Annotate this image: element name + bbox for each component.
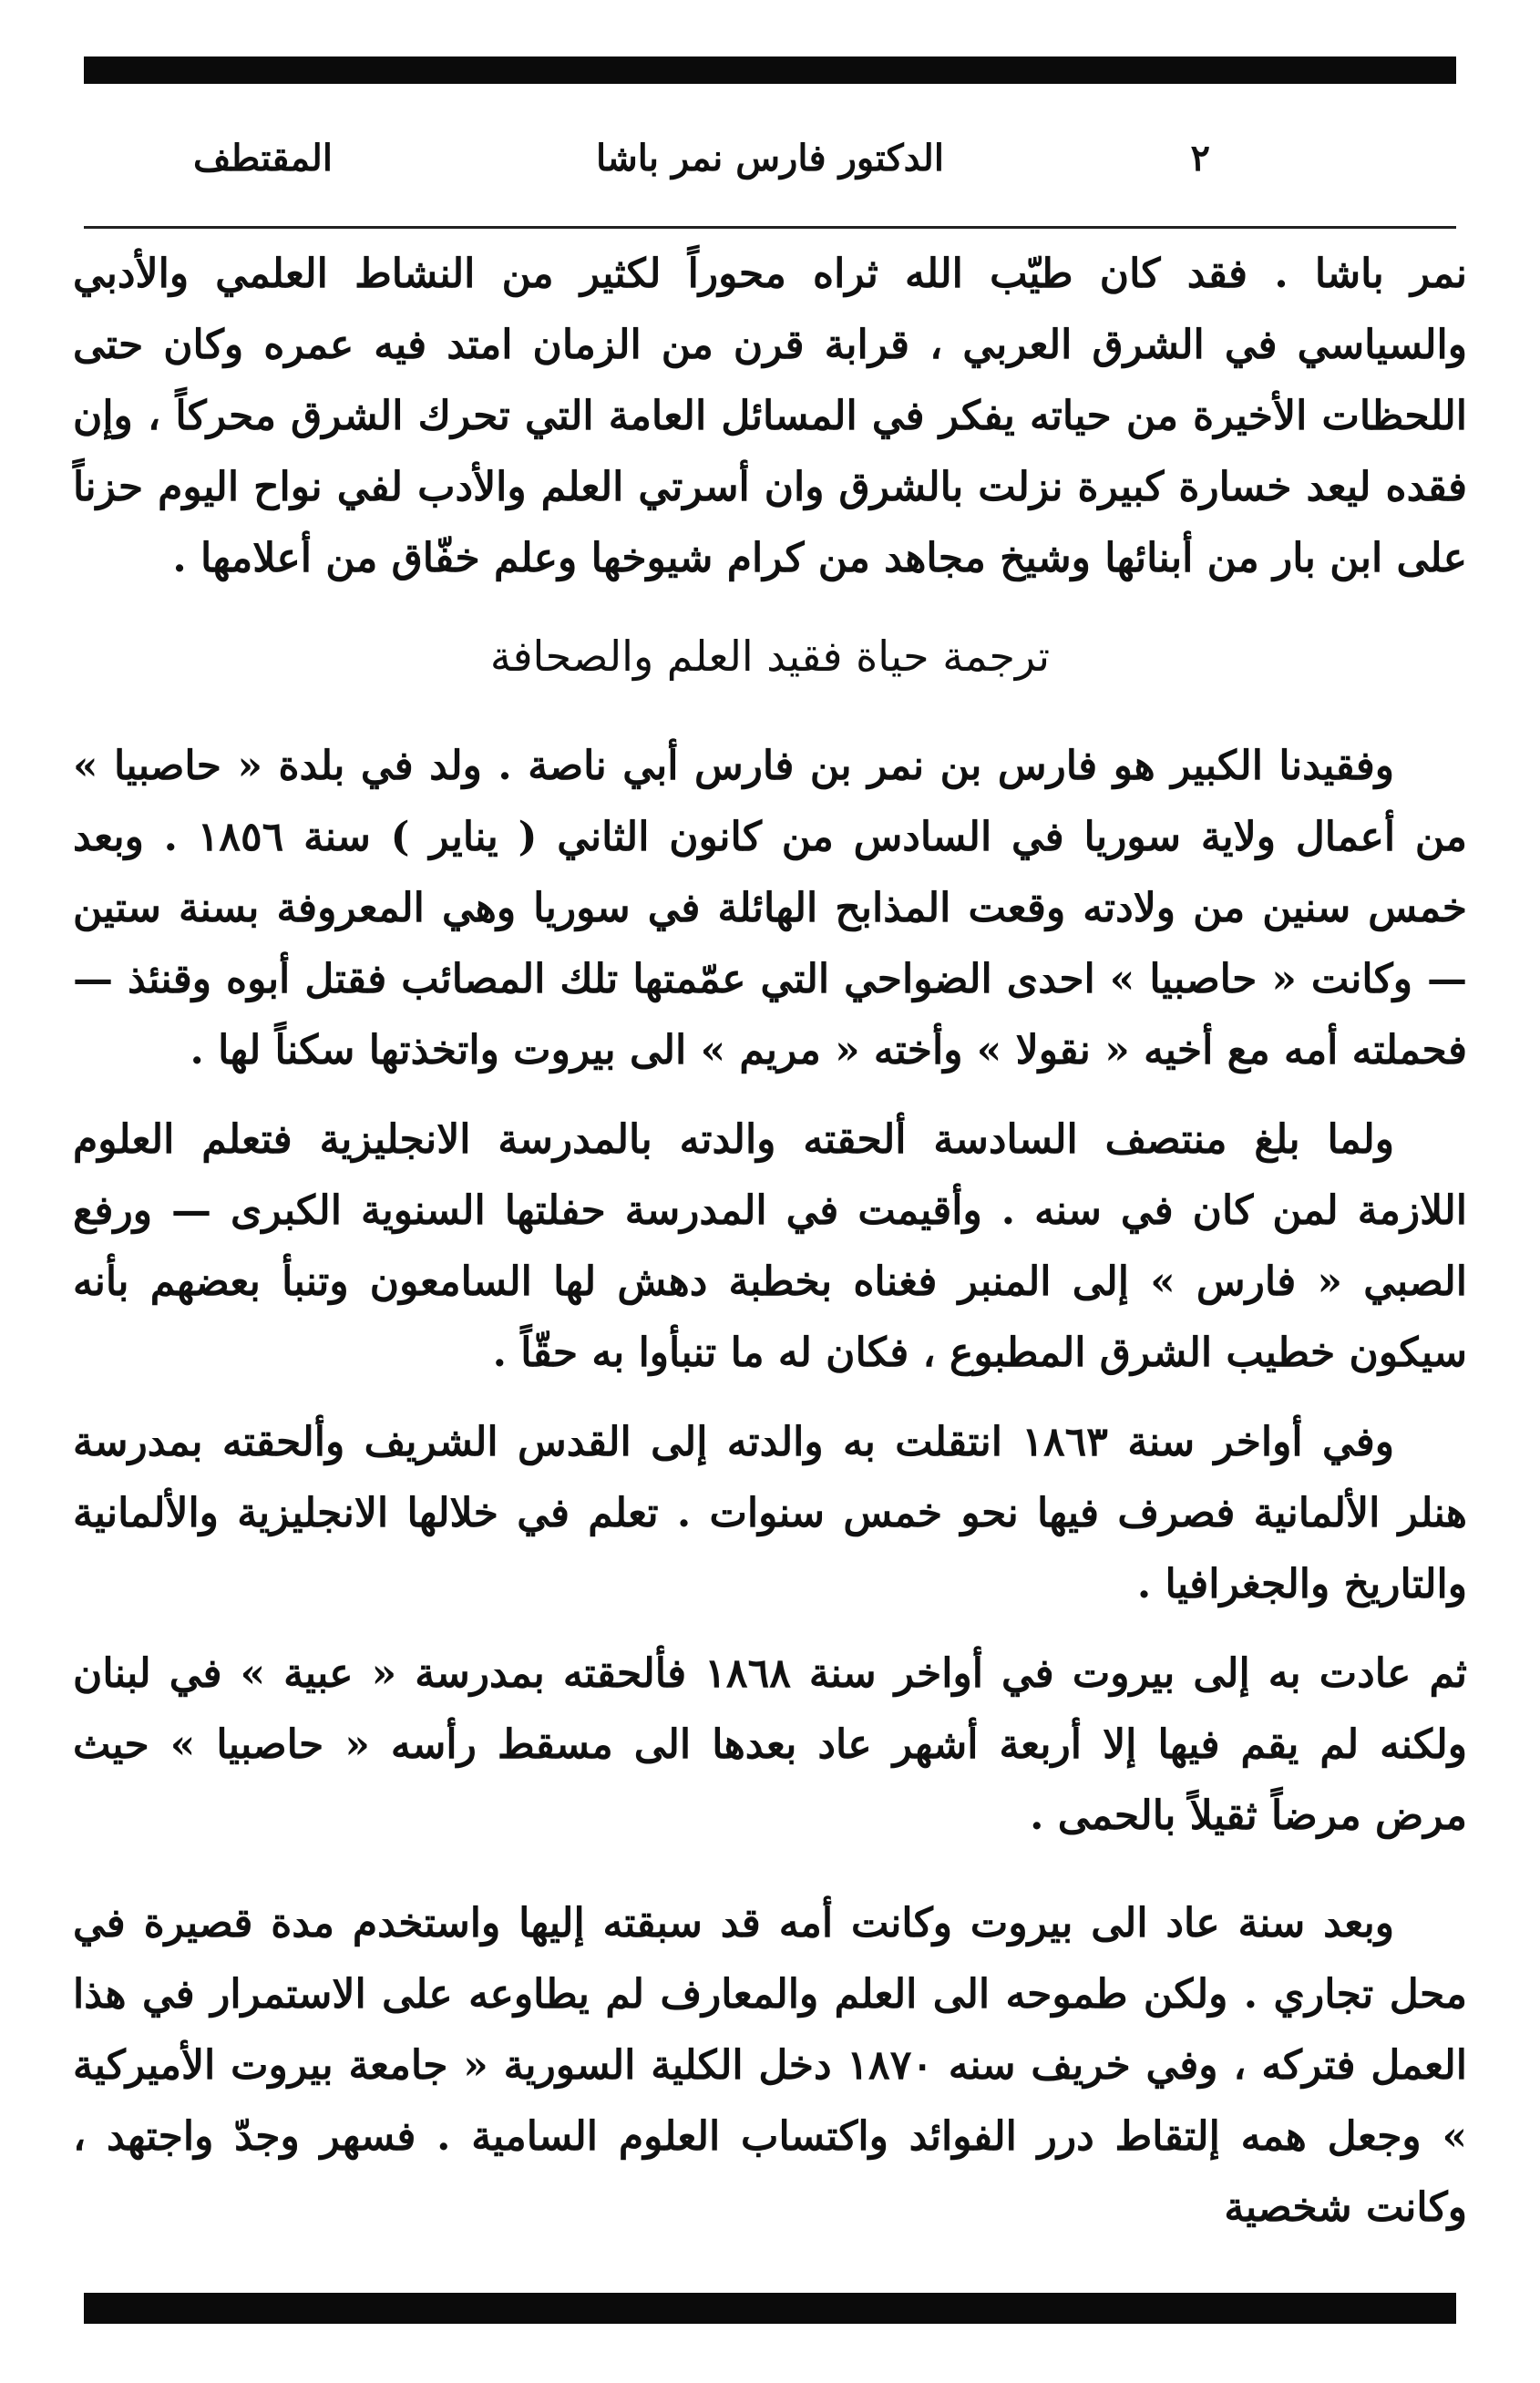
page-number: ٢ bbox=[1190, 137, 1210, 180]
page-header bbox=[84, 128, 1456, 200]
paragraph-college: وبعد سنة عاد الى بيروت وكانت أمه قد سبقته إليها واستخدم مدة قصيرة في محل تجاري . ولكن طموحه الى العلم والمعارف لم يطاوعه على الاستمرار في هذا العمل فتركه ، وفي خريف سنه ١٨٧٠ دخل الكلية السورية « جامعة بيروت الأميركية » وجعل همه إلتقاط درر الفوائد واكتساب العلوم السامية . فسهر وجدّ واجتهد ، وكانت شخصية bbox=[73, 1900, 1468, 2231]
running-title: الدكتور فارس نمر باشا bbox=[596, 137, 944, 180]
article-body bbox=[73, 239, 1467, 2244]
intro-paragraph: نمر باشا . فقد كان طيّب الله ثراه محوراً لكثير من النشاط العلمي والأدبي والسياسي في الشرق العربي ، قرابة قرن من الزمان امتد فيه عمره وكان حتى اللحظات الأخيرة من حياته يفكر في المسائل العامة التي تحرك الشرق محركاً ، وإن فقده ليعد خسارة كبيرة نزلت بالشرق وان أسرتي العلم والأدب لفي نواح اليوم حزناً على ابن بار من أبنائها وشيخ مجاهد من كرام شيوخها وعلم خفّاق من أعلامها . bbox=[73, 251, 1467, 581]
bottom-border-rule bbox=[84, 2293, 1456, 2324]
journal-name: المقتطف bbox=[193, 137, 333, 180]
header-divider bbox=[84, 226, 1456, 229]
paragraph-abeih: ثم عادت به إلى بيروت في أواخر سنة ١٨٦٨ فألحقته بمدرسة « عبية » في لبنان ولكنه لم يقم فيها إلا أربعة أشهر عاد بعدها الى مسقط رأسه « حاصبيا » حيث مرض مرضاً ثقيلاً بالحمى . bbox=[73, 1650, 1467, 1839]
section-heading: ترجمة حياة فقيد العلم والصحافة bbox=[489, 632, 1051, 681]
top-border-rule bbox=[84, 56, 1456, 84]
paragraph-jerusalem: وفي أواخر سنة ١٨٦٣ انتقلت به والدته إلى القدس الشريف وألحقته بمدرسة هنلر الألمانية فصرف فيها نحو خمس سنوات . تعلم في خلالها الانجليزية والألمانية والتاريخ والجغرافيا . bbox=[73, 1419, 1467, 1607]
paragraph-birth: وفقيدنا الكبير هو فارس بن نمر بن فارس أبي ناصة . ولد في بلدة « حاصبيا » من أعمال ولاية سوريا في السادس من كانون الثاني ( يناير ) سنة ١٨٥٦ . وبعد خمس سنين من ولادته وقعت المذابح الهائلة في سوريا وهي المعروفة بسنة ستين — وكانت « حاصبيا » احدى الضواحي التي عمّمتها تلك المصائب فقتل أبوه وقنئذ — فحملته أمه مع أخيه « نقولا » وأخته « مريم » الى بيروت واتخذتها سكناً لها . bbox=[73, 743, 1467, 1073]
paragraph-school: ولما بلغ منتصف السادسة ألحقته والدته بالمدرسة الانجليزية فتعلم العلوم اللازمة لمن كان في سنه . وأقيمت في المدرسة حفلتها السنوية الكبرى — ورفع الصبي « فارس » إلى المنبر فغناه بخطبة دهش لها السامعون وتنبأ بعضهم بأنه سيكون خطيب الشرق المطبوع ، فكان له ما تنبأوا به حقّاً . bbox=[73, 1116, 1467, 1376]
